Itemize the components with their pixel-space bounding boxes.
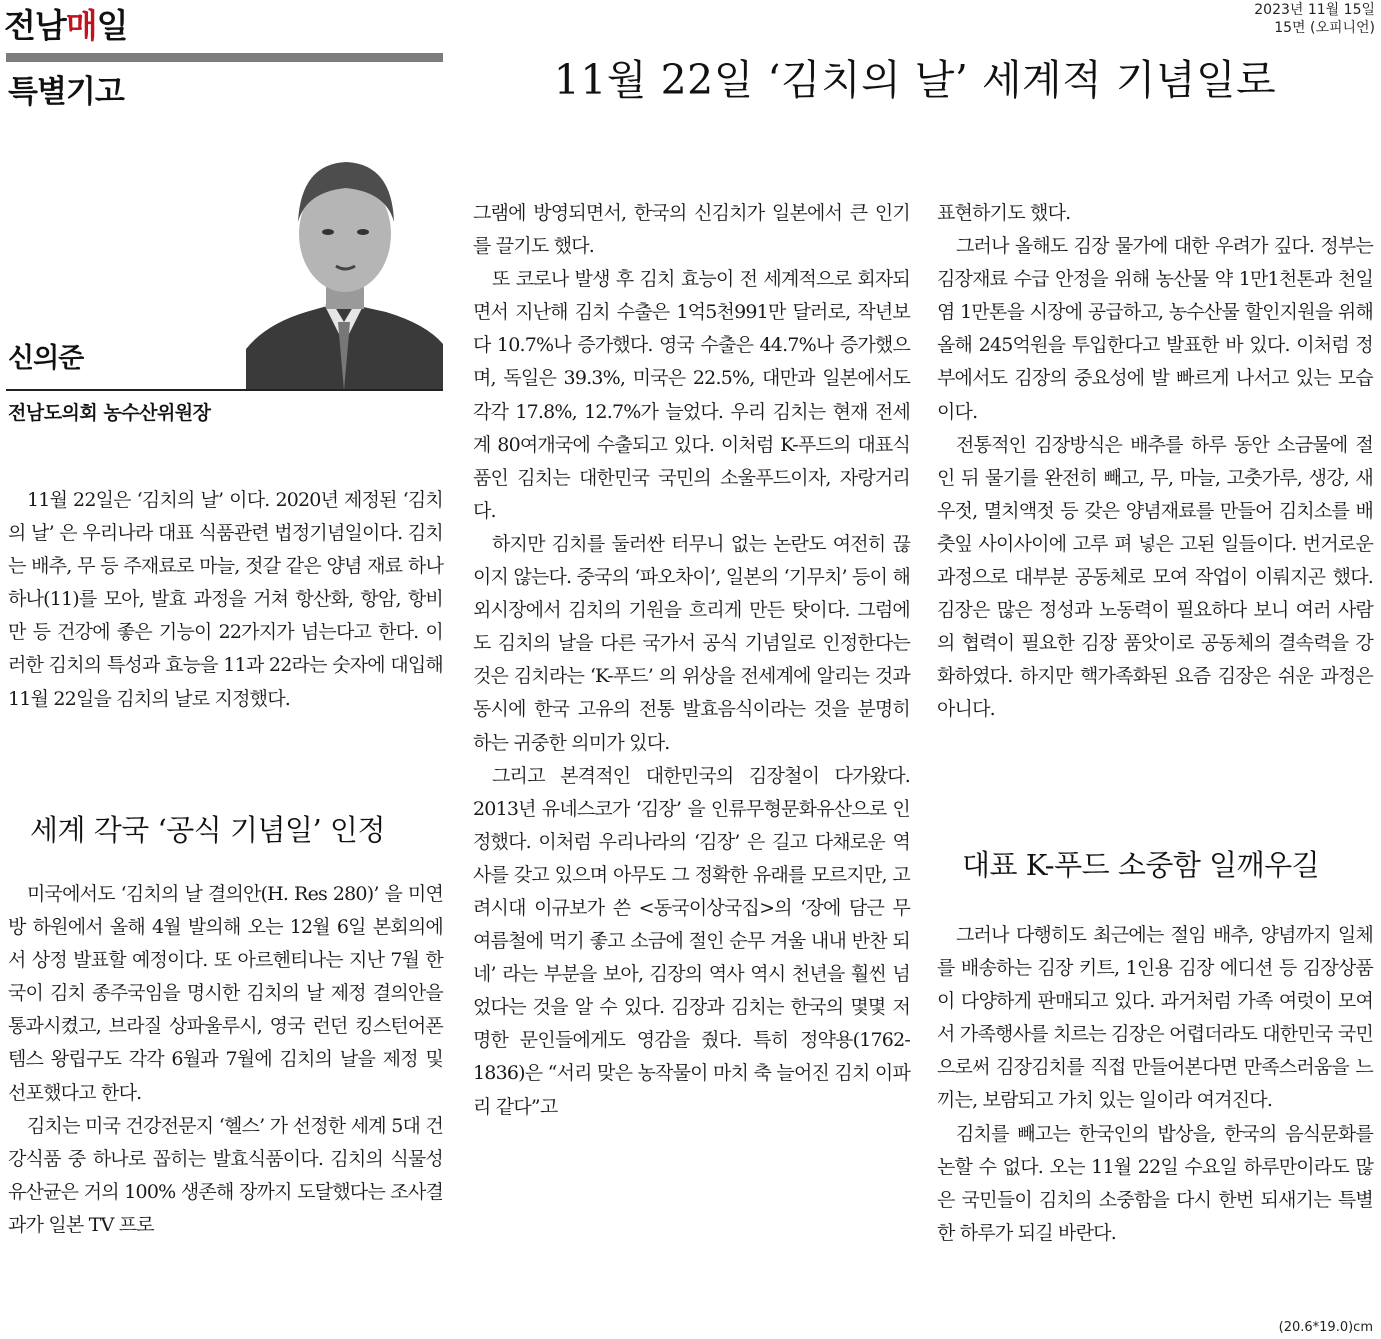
author-title: 전남도의회 농수산위원장 [8,402,211,424]
paragraph-10: 김치를 빼고는 한국인의 밥상을, 한국의 음식문화를 논할 수 없다. 오는 11월 22일 수요일 하루만이라도 많은 국민들이 김치의 소중함을 다시 한번 되새기는 특별한 하루가 되길 바란다. [937,1122,1373,1244]
paragraph-5: 하지만 김치를 둘러싼 터무니 없는 논란도 여전히 끊이지 않는다. 중국의 ‘파오차이’, 일본의 ‘기무치’ 등이 해외시장에서 김치의 기원을 흐리게 만든 탓이다. 그럼에도 김치의 날을 다른 국가서 공식 기념일로 인정한다는 것은 김치라는 ‘K-푸드’ 의 위상을 전세계에 알리는 것과 동시에 한국 고유의 전통 발효음식이라는 것을 분명히 하는 귀중한 의미가 있다. [473,532,910,754]
subhead-1: 세계 각국 ‘공식 기념일’ 인정 [30,813,385,847]
section-label: 특별기고 [8,74,124,110]
paragraph-6-end: 표현하기도 했다. [937,202,1071,224]
newspaper-logo [4,0,128,47]
column-3-bottom [937,919,1373,1250]
paragraph-2: 미국에서도 ‘김치의 날 결의안(H. Res 280)’ 을 미연방 하원에서 올해 4월 발의해 오는 12월 6일 본회의에서 상정 발표할 예정이다. 또 아르헨티나는 지난 7월 한국이 김치 종주국임을 명시한 김치의 날 제정 결의안을 통과시켰고, 브라질 상파울루시, 영국 런던 킹스턴어폰 템스 왕립구도 각각 6월과 7월에 김치의 날을 제정 및 선포했다고 한다. [8,883,443,1104]
author-photo [246,144,443,391]
author-name: 신의준 [8,343,84,374]
column-1-bottom [8,878,443,1242]
issue-date: 2023년 11월 15일 [1254,2,1375,18]
column-1-top [8,484,443,716]
paragraph-3-part2: 그램에 방영되면서, 한국의 신김치가 일본에서 큰 인기를 끌기도 했다. [473,202,910,258]
column-3-top [937,197,1373,727]
subhead-2: 대표 K-푸드 소중함 일깨우길 [962,848,1320,882]
logo-part1: 전남 [4,6,66,45]
logo-accent: 매 [65,6,97,45]
paragraph-1: 11월 22일은 ‘김치의 날’ 이다. 2020년 제정된 ‘김치의 날’ 은 우리나라 대표 식품관련 법정기념일이다. 김치는 배추, 무 등 주재료로 마늘, 젓갈 같은 양념 재료 하나하나(11)를 모아, 발효 과정을 거쳐 항산화, 항암, 항비만 등 건강에 좋은 기능이 22가지가 넘는다고 한다. 이러한 김치의 특성과 효능을 11과 22라는 숫자에 대입해 11월 22일을 김치의 날로 지정했다. [8,489,443,710]
paragraph-7: 그러나 올해도 김장 물가에 대한 우려가 깊다. 정부는 김장재료 수급 안정을 위해 농산물 약 1만1천톤과 천일염 1만톤을 시장에 공급하고, 농수산물 할인지원을 위해 올해 245억원을 투입한다고 발표한 바 있다. 이처럼 정부에서도 김장의 중요성에 발 빠르게 나서고 있는 모습이다. [937,235,1373,423]
author-divider [6,389,443,391]
paragraph-9: 그러나 다행히도 최근에는 절임 배추, 양념까지 일체를 배송하는 김장 키트, 1인용 김장 에디션 등 김장상품이 다양하게 판매되고 있다. 과거처럼 가족 여럿이 모여서 가족행사를 치르는 김장은 어렵더라도 대한민국 국민으로써 김장김치를 직접 만들어본다면 만족스러움을 느끼는, 보람되고 가치 있는 일이라 여겨진다. [937,924,1373,1112]
issue-info [1254,1,1375,37]
paragraph-6: 그리고 본격적인 대한민국의 김장철이 다가왔다. 2013년 유네스코가 ‘김장’ 을 인류무형문화유산으로 인정했다. 이처럼 우리나라의 ‘김장’ 은 길고 다채로운 역사를 갖고 있으며 아무도 그 정확한 유래를 모르지만, 고려시대 이규보가 쓴 <동국이상국집>의 ‘장에 담근 무 여름철에 먹기 좋고 소금에 절인 순무 겨울 내내 반찬 되네’ 라는 부분을 보아, 김장의 역사 역시 천년을 훨씬 넘었다는 것을 알 수 있다. 김장과 김치는 한국의 몇몇 저명한 문인들에게도 영감을 줬다. 특히 정약용(1762-1836)은 “서리 맞은 농작물이 마치 축 늘어진 김치 이파리 같다”고 [473,764,910,1118]
paragraph-3-part1: 김치는 미국 건강전문지 ‘헬스’ 가 선정한 세계 5대 건강식품 중 하나로 꼽히는 발효식품이다. 김치의 식물성 유산균은 거의 100% 생존해 장까지 도달했다는 조사결과가 일본 TV 프로 [8,1114,443,1236]
article-size-note: (20.6*19.0)cm [1278,1320,1373,1335]
column-2 [473,197,910,1124]
paragraph-8: 전통적인 김장방식은 배추를 하루 동안 소금물에 절인 뒤 물기를 완전히 빼고, 무, 마늘, 고춧가루, 생강, 새우젓, 멸치액젓 등 갖은 양념재료를 만들어 김치소를 배춧잎 사이사이에 고루 펴 넣은 고된 일들이다. 번거로운 과정으로 대부분 공동체로 모여 작업이 이뤄지곤 했다. 김장은 많은 정성과 노동력이 필요하다 보니 여러 사람의 협력이 필요한 김장 품앗이로 공동체의 결속력을 강화하였다. 하지만 핵가족화된 요즘 김장은 쉬운 과정은 아니다. [937,433,1373,721]
logo-part2: 일 [96,6,128,45]
page-number: 15면 (오피니언) [1274,20,1375,36]
paragraph-4: 또 코로나 발생 후 김치 효능이 전 세계적으로 회자되면서 지난해 김치 수출은 1억5천991만 달러로, 작년보다 10.7%나 증가했다. 영국 수출은 44.7%나 증가했으며, 독일은 39.3%, 미국은 22.5%, 대만과 일본에서도 각각 17.8%, 12.7%가 늘었다. 우리 김치는 현재 전세계 80여개국에 수출되고 있다. 이처럼 K-푸드의 대표식품인 김치는 대한민국 국민의 소울푸드이자, 자랑거리다. [473,268,910,522]
article-headline: 11월 22일 ‘김치의 날’ 세계적 기념일로 [553,56,1277,104]
section-divider-bar [6,53,443,62]
